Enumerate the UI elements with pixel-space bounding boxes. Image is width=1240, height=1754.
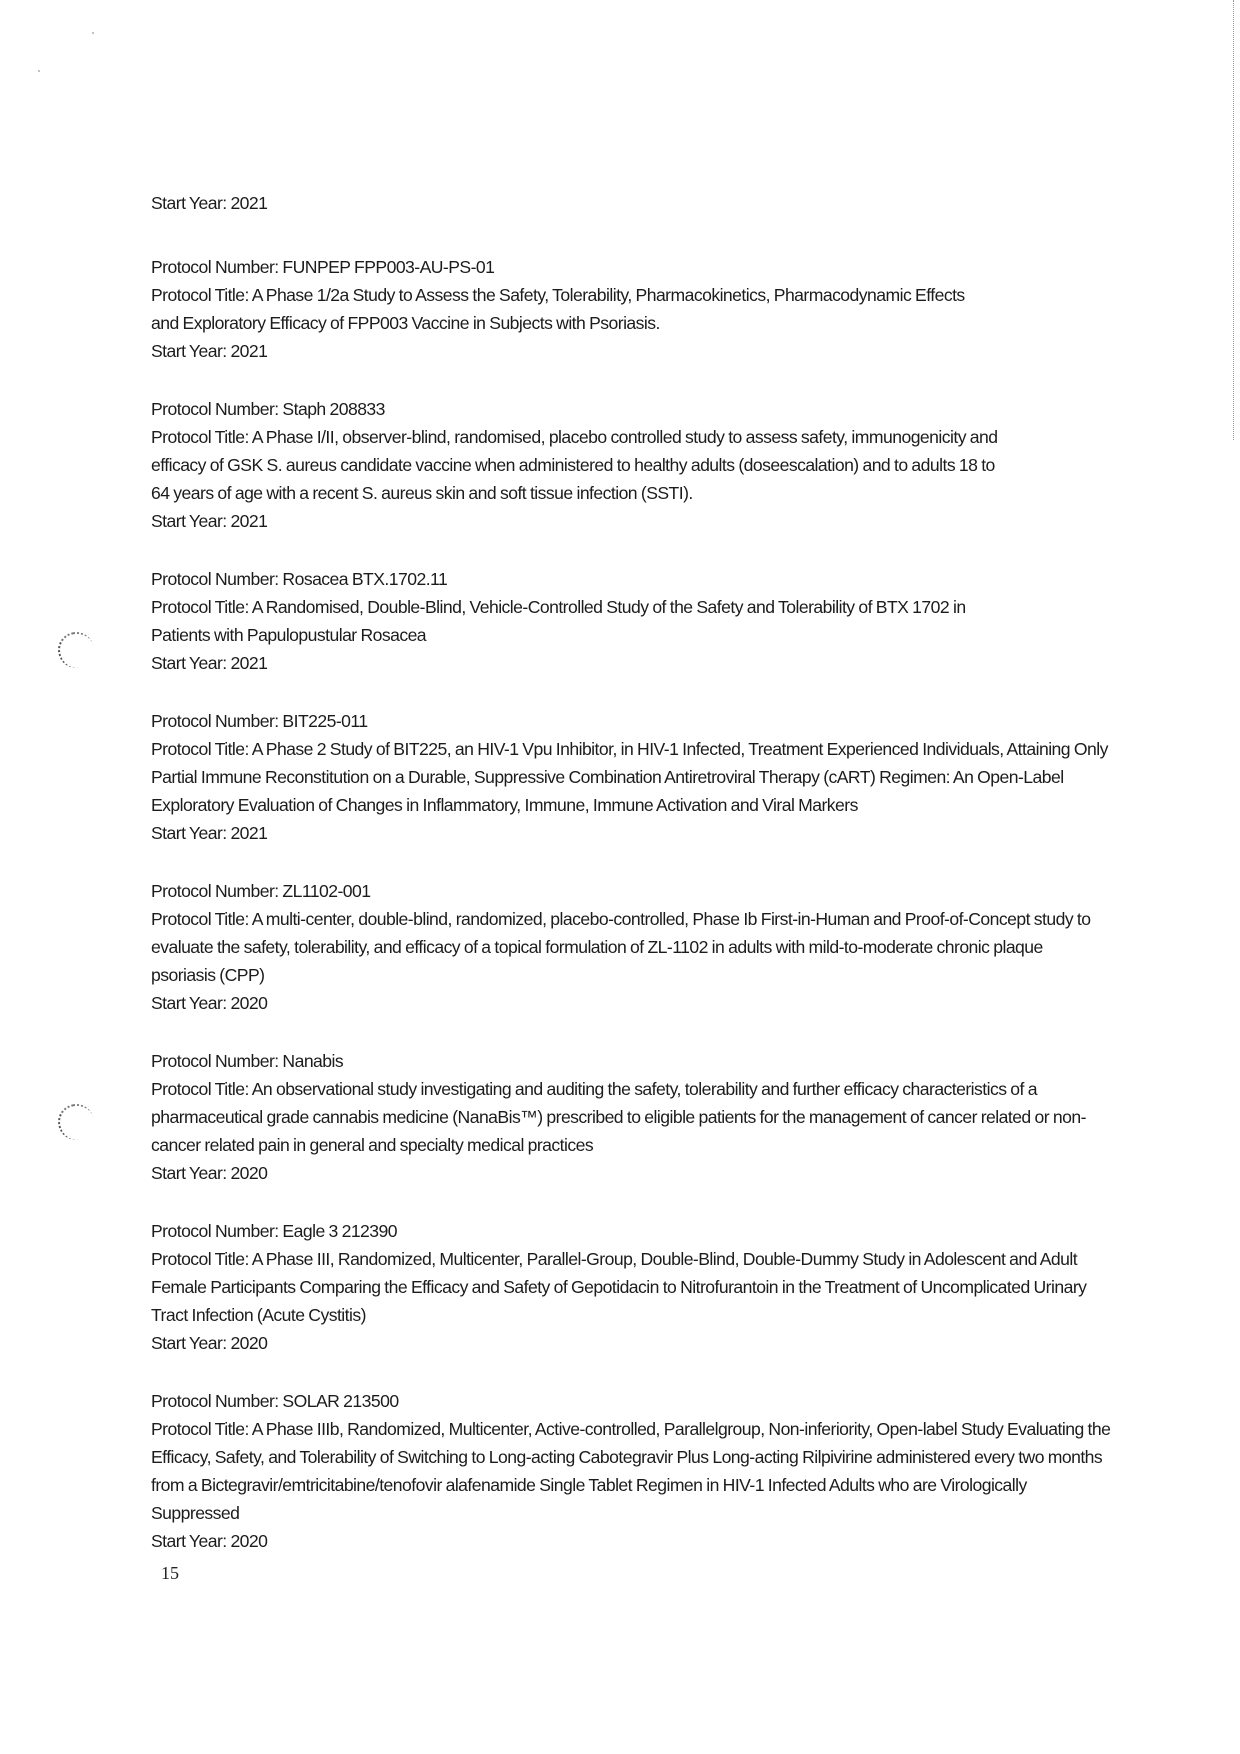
protocol-title: Protocol Title: A Phase III, Randomized, Multicenter, Parallel-Group, Double-Blind, Double-Dummy Study in Adolescent and Adult Female Participants Comparing the Efficacy and Safety of Gepotidacin to Nitrofurantoin in the Treatment of Uncomplicated Urinary Tract Infection (Acute Cystitis) (151, 1249, 1087, 1325)
hole-punch-mark (55, 629, 97, 671)
protocol-title: Protocol Title: A Phase I/II, observer-blind, randomised, placebo controlled study to assess safety, immunogenicity and efficacy of GSK S. aureus candidate vaccine when administered to healthy adults (doseescalation) and to adults 18 to 64 years of age with a recent S. aureus skin and soft tissue infection (SSTI). (151, 427, 998, 503)
start-year: Start Year: 2021 (151, 511, 268, 531)
protocol-list (151, 0, 1111, 1555)
protocol-entry (151, 253, 1111, 365)
protocol-entry (151, 1047, 1111, 1187)
start-year: Start Year: 2020 (151, 993, 268, 1013)
protocol-number: Protocol Number: BIT225-011 (151, 711, 368, 731)
protocol-title: Protocol Title: A Phase IIIb, Randomized, Multicenter, Active-controlled, Parallelgroup, Non-inferiority, Open-label Study Evaluating the Efficacy, Safety, and Tolerability of Switching to Long-acting Cabotegravir Plus Long-acting Rilpivirine administered every two months from a Bictegravir/emtricitabine/tenofovir alafenamide Single Tablet Regimen in HIV-1 Infected Adults who are Virologically Suppressed (151, 1419, 1111, 1523)
start-year: Start Year: 2021 (151, 823, 268, 843)
protocol-title: Protocol Title: A Randomised, Double-Blind, Vehicle-Controlled Study of the Safety and Tolerability of BTX 1702 in Patients with Papulopustular Rosacea (151, 597, 966, 645)
protocol-title: Protocol Title: A Phase 1/2a Study to Assess the Safety, Tolerability, Pharmacokinetics, Pharmacodynamic Effects and Exploratory Efficacy of FPP003 Vaccine in Subjects with Psoriasis. (151, 285, 965, 333)
protocol-title: Protocol Title: An observational study investigating and auditing the safety, tolerability and further efficacy characteristics of a pharmaceutical grade cannabis medicine (NanaBis™) prescribed to eligible patients for the management of cancer related or non-cancer related pain in general and specialty medical practices (151, 1079, 1086, 1155)
start-year: Start Year: 2020 (151, 1531, 268, 1551)
start-year: Start Year: 2021 (151, 341, 268, 361)
protocol-entry (151, 565, 1111, 677)
protocol-title: Protocol Title: A multi-center, double-blind, randomized, placebo-controlled, Phase Ib First-in-Human and Proof-of-Concept study to evaluate the safety, tolerability, and efficacy of a topical formulation of ZL-1102 in adults with mild-to-moderate chronic plaque psoriasis (CPP) (151, 909, 1091, 985)
leading-start-year (151, 189, 1111, 217)
protocol-entry (151, 877, 1111, 1017)
protocol-number: Protocol Number: ZL1102-001 (151, 881, 371, 901)
protocol-entry (151, 395, 1111, 535)
protocol-title: Protocol Title: A Phase 2 Study of BIT225, an HIV-1 Vpu Inhibitor, in HIV-1 Infected, Treatment Experienced Individuals, Attaining Only Partial Immune Reconstitution on a Durable, Suppressive Combination Antiretroviral Therapy (cART) Regimen: An Open-Label Exploratory Evaluation of Changes in Inflammatory, Immune, Immune Activation and Viral Markers (151, 739, 1108, 815)
scan-edge-line (1233, 0, 1234, 440)
page-number: 15 (161, 1563, 179, 1583)
start-year: Start Year: 2020 (151, 1333, 268, 1353)
protocol-entry (151, 1217, 1111, 1357)
start-year: Start Year: 2021 (151, 193, 268, 213)
scan-speck (38, 70, 40, 72)
protocol-number: Protocol Number: Rosacea BTX.1702.11 (151, 569, 448, 589)
protocol-number: Protocol Number: SOLAR 213500 (151, 1391, 399, 1411)
start-year: Start Year: 2021 (151, 653, 268, 673)
start-year: Start Year: 2020 (151, 1163, 268, 1183)
hole-punch-mark (55, 1101, 97, 1143)
protocol-entry (151, 707, 1111, 847)
protocol-number: Protocol Number: FUNPEP FPP003-AU-PS-01 (151, 257, 495, 277)
protocol-number: Protocol Number: Staph 208833 (151, 399, 385, 419)
protocol-entry (151, 1387, 1111, 1555)
protocol-number: Protocol Number: Nanabis (151, 1051, 344, 1071)
scan-speck (92, 32, 94, 34)
protocol-number: Protocol Number: Eagle 3 212390 (151, 1221, 397, 1241)
